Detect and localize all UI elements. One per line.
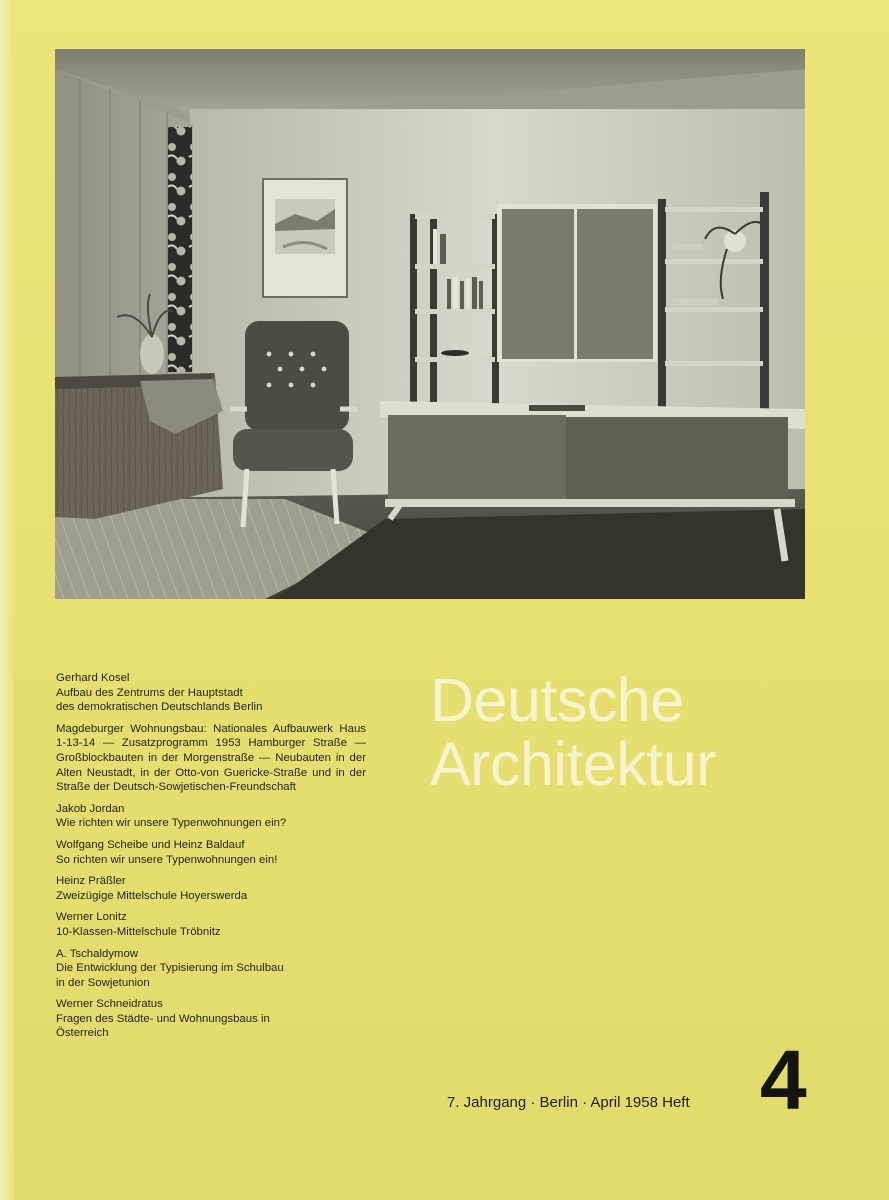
entry-author: Wolfgang Scheibe und Heinz Baldauf: [56, 838, 245, 851]
issue-info: 7. Jahrgang · Berlin · April 1958 Heft: [447, 1094, 690, 1111]
lower-cabinet-right: [566, 417, 788, 505]
contents-entry: [56, 997, 366, 1041]
patterned-curtain: [168, 127, 192, 372]
entry-title: Zweizügige Mittelschule Hoyerswerda: [56, 889, 248, 902]
living-room-photo: [55, 49, 805, 599]
contents-entry: [56, 722, 366, 795]
contents-entry: [56, 874, 366, 903]
entry-author: Werner Schneidratus: [56, 998, 163, 1011]
entry-title: Fragen des Städte- und Wohnungsbaus in: [56, 1012, 270, 1025]
entry-title: des demokratischen Deutschlands Berlin: [56, 701, 263, 714]
entry-title: Aufbau des Zentrums der Hauptstadt: [56, 686, 243, 699]
lower-cabinet-left: [388, 415, 566, 500]
title-line-1: Deutsche: [430, 666, 684, 734]
entry-author: Gerhard Kosel: [56, 672, 130, 684]
magazine-title: [430, 668, 716, 796]
entry-author: A. Tschaldymow: [56, 947, 139, 960]
entry-title: in der Sowjetunion: [56, 976, 150, 989]
contents-entry: [56, 947, 366, 991]
entry-title: Österreich: [56, 1027, 109, 1040]
vase: [140, 334, 164, 374]
contents-entry: [56, 838, 366, 867]
contents-entry: [56, 802, 366, 831]
cover-photo: [55, 49, 805, 599]
contents-entry: [56, 910, 366, 939]
table-of-contents: [56, 671, 366, 1048]
cover-edge: [0, 0, 14, 1200]
ceiling: [55, 49, 805, 119]
entry-author: Werner Lonitz: [56, 911, 127, 924]
entry-title: So richten wir unsere Typenwohnungen ein!: [56, 853, 278, 866]
entry-title: Wie richten wir unsere Typenwohnungen ein?: [56, 817, 287, 830]
issue-number: 4: [760, 1033, 807, 1127]
entry-title: Die Entwicklung der Typisierung im Schulbau: [56, 962, 284, 975]
contents-entry: [56, 671, 366, 715]
entry-title: Magdeburger Wohnungsbau: Nationales Aufbauwerk Haus 1-13-14 — Zusatzprogramm 1953 Hamburger Straße — Großblockbauten in der Morgenstraße — Neubauten in der Alten Neustadt, in der Otto-von Guericke-Straße und in der Straße der Deutsch-Sowjetischen-Freundschaft: [56, 722, 366, 794]
entry-title: 10-Klassen-Mittelschule Tröbnitz: [56, 925, 221, 938]
entry-author: Heinz Präßler: [56, 875, 126, 888]
title-line-2: Architektur: [430, 730, 717, 798]
entry-author: Jakob Jordan: [56, 802, 125, 815]
